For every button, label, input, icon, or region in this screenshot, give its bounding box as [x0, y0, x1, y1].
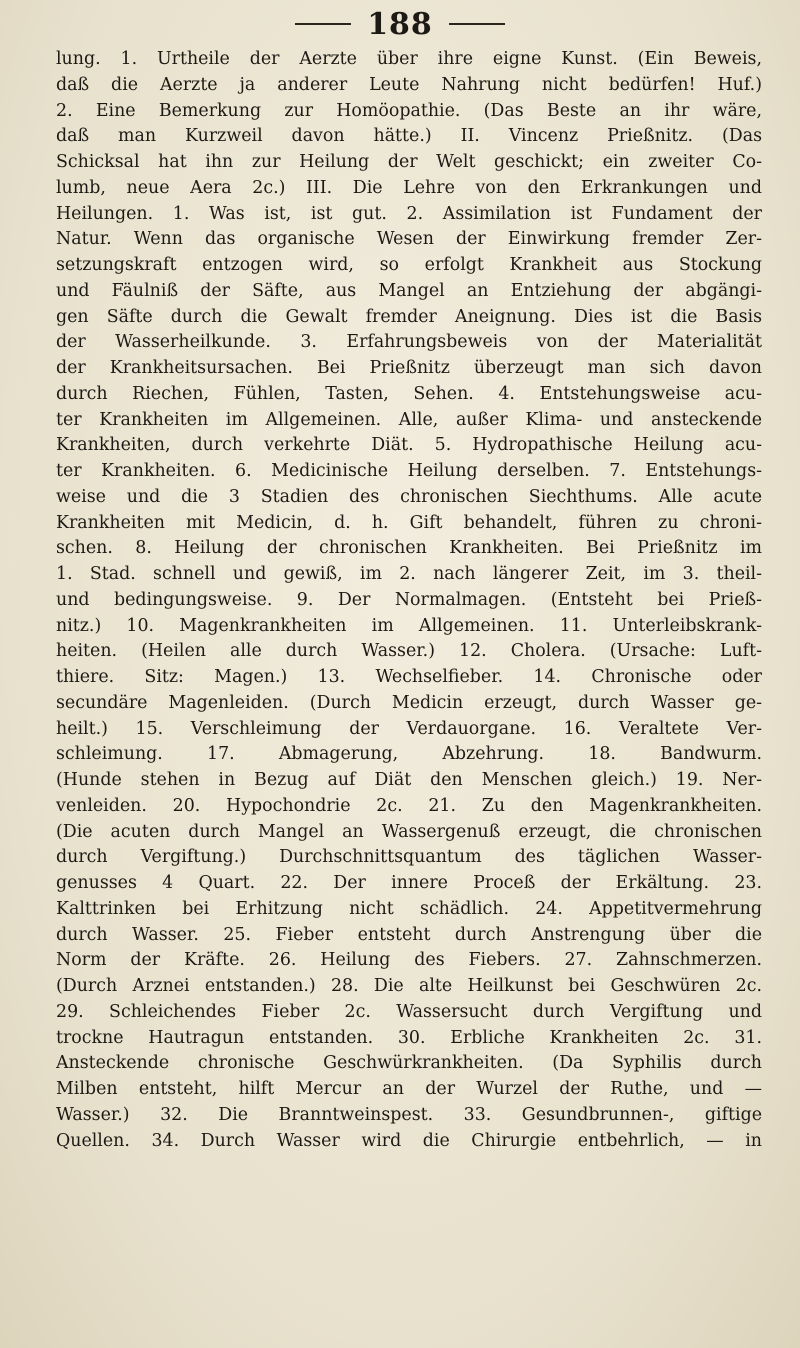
text-line: Heilungen. 1. Was ist, ist gut. 2. Assimilation ist Fundament der	[56, 203, 762, 224]
body-text	[56, 47, 762, 1154]
text-line: thiere. Sitz: Magen.) 13. Wechselfieber. 14. Chronische oder	[56, 667, 762, 687]
text-line: 29. Schleichendes Fieber 2c. Wassersucht durch Vergiftung und	[56, 1001, 762, 1022]
text-line: und bedingungsweise. 9. Der Normalmagen. (Entsteht bei Prieß-	[56, 589, 762, 610]
text-line: heiten. (Heilen alle durch Wasser.) 12. Cholera. (Ursache: Luft-	[56, 641, 762, 662]
text-line: Schicksal hat ihn zur Heilung der Welt geschickt; ein zweiter Co-	[56, 152, 762, 172]
text-line: trockne Hautragun entstanden. 30. Erbliche Krankheiten 2c. 31.	[56, 1027, 762, 1048]
text-line: ter Krankheiten. 6. Medicinische Heilung derselben. 7. Entstehungs-	[56, 461, 762, 481]
text-line: schleimung. 17. Abmagerung, Abzehrung. 18. Bandwurm.	[56, 744, 762, 765]
text-line: lung. 1. Urtheile der Aerzte über ihre eigne Kunst. (Ein Beweis,	[56, 49, 762, 69]
text-line: durch Wasser. 25. Fieber entsteht durch Anstrengung über die	[56, 924, 762, 945]
text-line: Natur. Wenn das organische Wesen der Einwirkung fremder Zer-	[56, 229, 762, 250]
page-header	[0, 4, 800, 44]
text-line: venleiden. 20. Hypochondrie 2c. 21. Zu den Magenkrankheiten.	[56, 795, 762, 816]
text-line: Milben entsteht, hilft Mercur an der Wurzel der Ruthe, und —	[56, 1079, 762, 1099]
text-line: schen. 8. Heilung der chronischen Krankheiten. Bei Prießnitz im	[56, 538, 762, 559]
text-line: 1. Stad. schnell und gewiß, im 2. nach längerer Zeit, im 3. theil-	[56, 564, 762, 584]
text-line: secundäre Magenleiden. (Durch Medicin erzeugt, durch Wasser ge-	[56, 692, 762, 713]
text-line: weise und die 3 Stadien des chronischen Siechthums. Alle acute	[56, 486, 762, 507]
text-line: genusses 4 Quart. 22. Der innere Proceß der Erkältung. 23.	[56, 873, 762, 893]
text-line: Norm der Kräfte. 26. Heilung des Fiebers. 27. Zahnschmerzen.	[56, 950, 762, 971]
text-line: Wasser.) 32. Die Branntweinspest. 33. Gesundbrunnen-, giftige	[56, 1104, 762, 1125]
page-number: 188	[367, 6, 433, 42]
text-line: daß man Kurzweil davon hätte.) II. Vincenz Prießnitz. (Das	[56, 126, 762, 147]
text-line: heilt.) 15. Verschleimung der Verdauorgane. 16. Veraltete Ver-	[56, 718, 762, 739]
text-line: durch Riechen, Fühlen, Tasten, Sehen. 4. Entstehungsweise acu-	[56, 383, 762, 404]
text-line: (Durch Arznei entstanden.) 28. Die alte Heilkunst bei Geschwüren 2c.	[56, 976, 762, 996]
text-line: Krankheiten, durch verkehrte Diät. 5. Hydropathische Heilung acu-	[56, 435, 762, 456]
text-line: setzungskraft entzogen wird, so erfolgt Krankheit aus Stockung	[56, 255, 762, 275]
text-line: Kalttrinken bei Erhitzung nicht schädlich. 24. Appetitvermehrung	[56, 898, 762, 919]
text-line: und Fäulniß der Säfte, aus Mangel an Entziehung der abgängi-	[56, 280, 762, 301]
header-rule-right	[449, 23, 505, 25]
text-line: (Hunde stehen in Bezug auf Diät den Menschen gleich.) 19. Ner-	[56, 770, 762, 790]
text-line: ter Krankheiten im Allgemeinen. Alle, außer Klima- und ansteckende	[56, 409, 762, 430]
text-line: Krankheiten mit Medicin, d. h. Gift behandelt, führen zu chroni-	[56, 512, 762, 533]
text-line: Ansteckende chronische Geschwürkrankheiten. (Da Syphilis durch	[56, 1053, 762, 1074]
text-line: lumb, neue Aera 2c.) III. Die Lehre von den Erkrankungen und	[56, 177, 762, 198]
header-rule-left	[295, 23, 351, 25]
text-line: der Wasserheilkunde. 3. Erfahrungsbeweis von der Materialität	[56, 332, 762, 353]
text-line: Quellen. 34. Durch Wasser wird die Chirurgie entbehrlich, — in	[56, 1130, 762, 1151]
text-line: nitz.) 10. Magenkrankheiten im Allgemeinen. 11. Unterleibskrank-	[56, 615, 762, 636]
text-line: gen Säfte durch die Gewalt fremder Aneignung. Dies ist die Basis	[56, 306, 762, 327]
text-line: durch Vergiftung.) Durchschnittsquantum des täglichen Wasser-	[56, 847, 762, 868]
text-line: daß die Aerzte ja anderer Leute Nahrung nicht bedürfen! Huf.)	[56, 74, 762, 95]
text-line: 2. Eine Bemerkung zur Homöopathie. (Das Beste an ihr wäre,	[56, 100, 762, 121]
text-line: der Krankheitsursachen. Bei Prießnitz überzeugt man sich davon	[56, 358, 762, 378]
text-line: (Die acuten durch Mangel an Wassergenuß erzeugt, die chronischen	[56, 821, 762, 842]
